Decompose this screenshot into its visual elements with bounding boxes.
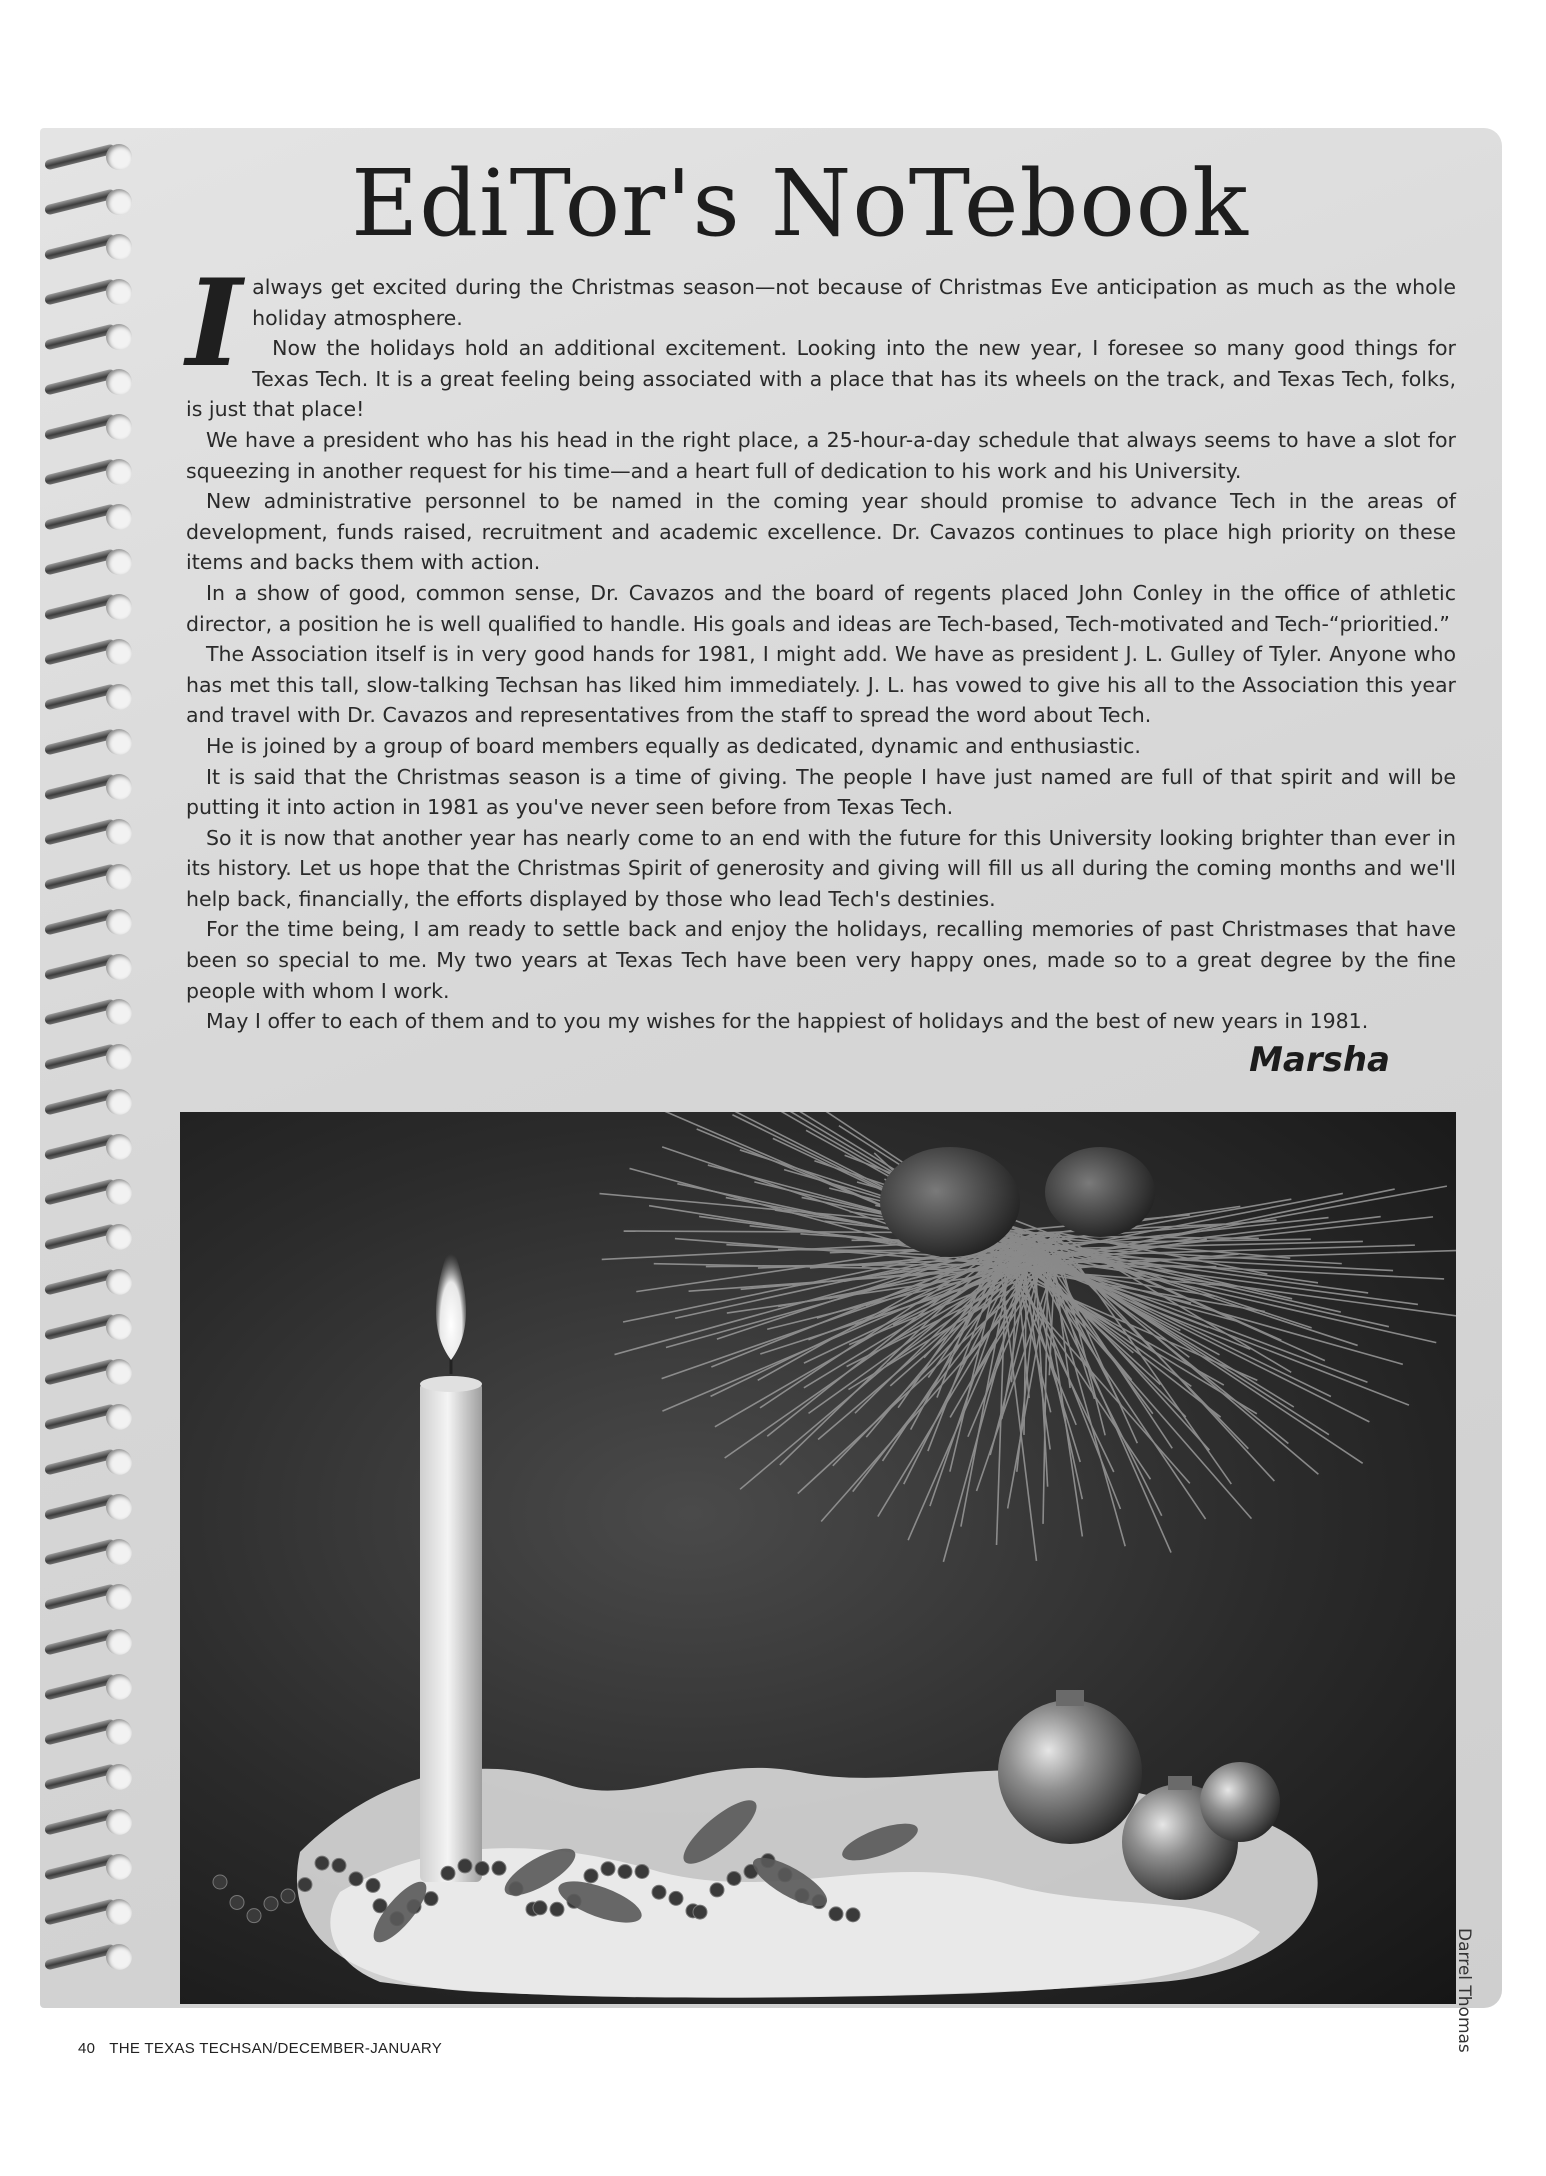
paragraph-6: The Association itself is in very good hands for 1981, I might add. We have as president J. L. Gulley of Tyler. Anyone who has met this tall, slow-talking Techsan has liked him immediately. J. L. has vowed to give his all to the Association this year and travel with Dr. Cavazos and representatives from the staff to spread the word about Tech. bbox=[186, 642, 1456, 728]
spiral-coil-icon bbox=[40, 725, 140, 759]
signature: Marsha bbox=[1249, 1040, 1390, 1080]
spiral-coil-icon bbox=[40, 1355, 140, 1389]
spiral-coil-icon bbox=[40, 365, 140, 399]
paragraph-7: He is joined by a group of board members equally as dedicated, dynamic and enthusiastic. bbox=[206, 733, 1141, 758]
spiral-coil-icon bbox=[40, 1490, 140, 1524]
spiral-coil-icon bbox=[40, 1220, 140, 1254]
spiral-coil-icon bbox=[40, 1445, 140, 1479]
paragraph-11: May I offer to each of them and to you my wishes for the happiest of holidays and the best of new years in 1981. bbox=[206, 1009, 1369, 1034]
spiral-coil-icon bbox=[40, 545, 140, 579]
spiral-coil-icon bbox=[40, 1625, 140, 1659]
page-number: 40 bbox=[78, 2040, 96, 2057]
editor-note-article bbox=[186, 253, 1456, 1037]
paragraph-4: New administrative personnel to be named in the coming year should promise to advance Tech in the areas of development, funds raised, recruitment and academic excellence. Dr. Cavazos continues to place high priority on these items and backs them with action. bbox=[186, 489, 1456, 575]
spiral-coil-icon bbox=[40, 230, 140, 264]
spiral-coil-icon bbox=[40, 680, 140, 714]
paragraph-3: We have a president who has his head in the right place, a 25-hour-a-day schedule that always seems to have a slot for squeezing in another request for his time—and a heart full of dedication to his work and his University. bbox=[186, 427, 1456, 483]
spiral-coil-icon bbox=[40, 1805, 140, 1839]
spiral-coil-icon bbox=[40, 995, 140, 1029]
spiral-coil-icon bbox=[40, 815, 140, 849]
spiral-coil-icon bbox=[40, 410, 140, 444]
paragraph-10: For the time being, I am ready to settle back and enjoy the holidays, recalling memories of past Christmases that have been so special to me. My two years at Texas Tech have been very happy ones, made so to a great degree by the fine people with whom I work. bbox=[186, 917, 1456, 1003]
spiral-coil-icon bbox=[40, 1760, 140, 1794]
christmas-candle-photo bbox=[180, 1112, 1456, 2004]
spiral-coil-icon bbox=[40, 1175, 140, 1209]
spiral-coil-icon bbox=[40, 1040, 140, 1074]
spiral-coil-icon bbox=[40, 590, 140, 624]
photo-credit: Darrel Thomas bbox=[1454, 1928, 1474, 2053]
spiral-coil-icon bbox=[40, 320, 140, 354]
spiral-coil-icon bbox=[40, 1850, 140, 1884]
paragraph-9: So it is now that another year has nearly come to an end with the future for this University looking brighter than ever in its history. Let us hope that the Christmas Spirit of generosity and giving will fill us all during the coming months and we'll help back, financially, the efforts displayed by those who lead Tech's destinies. bbox=[186, 825, 1456, 911]
drop-cap: I bbox=[186, 253, 243, 394]
spiral-coil-icon bbox=[40, 1940, 140, 1974]
spiral-coil-icon bbox=[40, 1715, 140, 1749]
spiral-coil-icon bbox=[40, 1580, 140, 1614]
spiral-coil-icon bbox=[40, 1400, 140, 1434]
spiral-coil-icon bbox=[40, 1265, 140, 1299]
spiral-coil-icon bbox=[40, 1535, 140, 1569]
paragraph-8: It is said that the Christmas season is a time of giving. The people I have just named are full of that spirit and will be putting it into action in 1981 as you've never seen before from Texas Tech. bbox=[186, 764, 1456, 820]
spiral-coil-icon bbox=[40, 455, 140, 489]
spiral-coil-icon bbox=[40, 1670, 140, 1704]
paragraph-2: Now the holidays hold an additional excitement. Looking into the new year, I foresee so many good things for Texas Tech. It is a great feeling being associated with a place that has its wheels on the track, and Texas Tech, folks, is just that place! bbox=[186, 336, 1456, 422]
spiral-coil-icon bbox=[40, 635, 140, 669]
paragraph-1: Ialways get excited during the Christmas season—not because of Christmas Eve anticipation as much as the whole holiday atmosphere. bbox=[186, 253, 1456, 394]
paragraph-5: In a show of good, common sense, Dr. Cavazos and the board of regents placed John Conley in the office of athletic director, a position he is well qualified to handle. His goals and ideas are Tech-based, Tech-motivated and Tech-“prioritied.” bbox=[186, 580, 1456, 636]
spiral-coil-icon bbox=[40, 905, 140, 939]
spiral-coil-icon bbox=[40, 185, 140, 219]
candle-pine-illustration-icon bbox=[180, 1112, 1456, 2004]
spiral-binding-icon bbox=[40, 140, 150, 2000]
spiral-coil-icon bbox=[40, 1310, 140, 1344]
spiral-coil-icon bbox=[40, 950, 140, 984]
page-title: EdiTor's NoTebook bbox=[351, 150, 1249, 257]
spiral-coil-icon bbox=[40, 860, 140, 894]
spiral-coil-icon bbox=[40, 1130, 140, 1164]
publication-name: THE TEXAS TECHSAN/DECEMBER-JANUARY bbox=[109, 2040, 443, 2057]
spiral-coil-icon bbox=[40, 500, 140, 534]
spiral-coil-icon bbox=[40, 140, 140, 174]
spiral-coil-icon bbox=[40, 1895, 140, 1929]
spiral-coil-icon bbox=[40, 770, 140, 804]
page-footer bbox=[78, 2040, 442, 2057]
spiral-coil-icon bbox=[40, 1085, 140, 1119]
spiral-coil-icon bbox=[40, 275, 140, 309]
